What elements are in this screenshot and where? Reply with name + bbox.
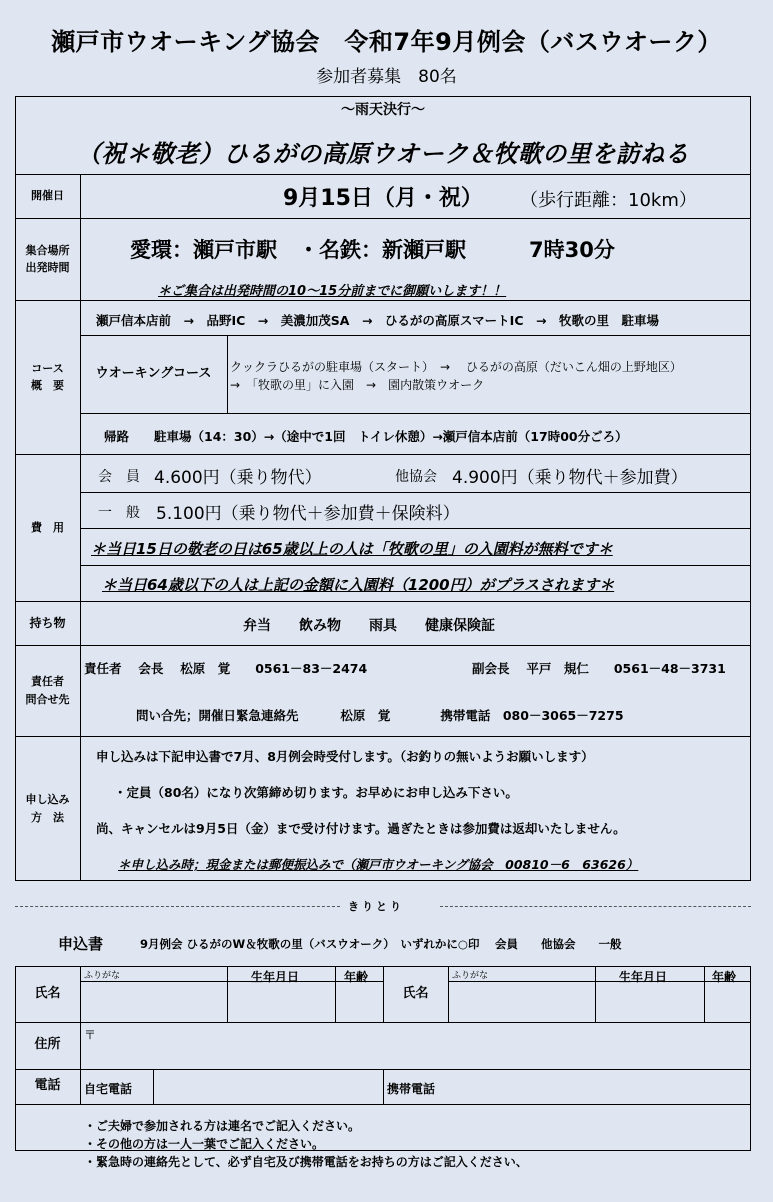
meeting-label-line2: 出発時間 — [25, 261, 70, 274]
home-phone-field[interactable] — [154, 1070, 382, 1103]
apply-line3: 尚、キャンセルは9月5日（金）まで受け付けます。過ぎたときは参加費は返却いたしません。 — [96, 821, 626, 836]
return-route: 帰路 駐車場（14：30）→（途中で1回 トイレ休憩）→瀬戸信本店前（17時00分ごろ） — [104, 429, 628, 444]
apply-label-line1: 申し込み — [25, 793, 70, 807]
apply-line2: ・定員（80名）になり次第締め切ります。お早めにお申し込み下さい。 — [114, 785, 518, 800]
items-to-bring: 弁当 飲み物 雨具 健康保険証 — [243, 618, 495, 634]
birthdate-label-1: 生年月日 — [251, 970, 300, 984]
general-fee-label: 一 般 — [98, 505, 140, 521]
form-note-2: ・その他の方は一人一葉でご記入ください。 — [84, 1137, 325, 1151]
apply-line1: 申し込みは下記申込書で7月、8月例会時受付します。（お釣りの無いようお願いします） — [96, 749, 594, 764]
meeting-place-time: 愛環：瀬戸市駅 ・名鉄：新瀬戸駅 7時30分 — [130, 238, 615, 262]
event-date: 9月15日（月・祝） — [283, 186, 483, 211]
fee-note-senior: ＊当日15日の敬老の日は65歳以上の人は「牧歌の里」の入園料が無料です＊ — [91, 540, 613, 558]
name-field-1[interactable] — [81, 982, 226, 1021]
postal-mark: 〒 — [84, 1028, 97, 1042]
emergency-contact: 問い合先；開催日緊急連絡先 松原 覚 携帯電話 080－3065－7275 — [136, 708, 624, 723]
contact-label — [15, 645, 80, 736]
page-title: 瀬戸市ウオーキング協会 令和7年9月例会（バスウオーク） — [51, 28, 722, 56]
form-heading-detail: 9月例会 ひるがのW＆牧歌の里（バスウオーク） いずれかに○印 会員 他協会 一般 — [140, 937, 622, 951]
birthdate-field-2[interactable] — [596, 982, 703, 1021]
mobile-phone-label: 携帯電話 — [387, 1082, 436, 1096]
name-label-2: 氏名 — [402, 985, 429, 1001]
member-fee-label: 会 員 — [98, 469, 140, 485]
leader-contact: 責任者 会長 松原 覚 0561－83－2474 — [84, 661, 368, 676]
form-note-3: ・緊急時の連絡先として、必ず自宅及び携帯電話をお持ちの方はご記入ください、 — [84, 1155, 528, 1169]
address-label: 住所 — [34, 1037, 61, 1053]
form-heading: 申込書 — [58, 935, 104, 953]
name-label-1: 氏名 — [34, 985, 61, 1001]
apply-label — [15, 736, 80, 881]
fee-note-under64: ＊当日64歳以下の人は上記の金額に入園料（1200円）がプラスされます＊ — [102, 576, 615, 594]
mobile-phone-field[interactable] — [460, 1070, 750, 1103]
address-field[interactable] — [81, 1023, 750, 1068]
walking-course-line1: クックラひるがの駐車場（スタート） → ひるがの高原（だいこん畑の上野地区） — [230, 360, 682, 374]
member-fee: 4.600円（乗り物代） — [154, 468, 322, 488]
course-label — [15, 300, 80, 454]
age-field-1[interactable] — [336, 982, 382, 1021]
meeting-label — [15, 218, 80, 300]
birthdate-label-2: 生年月日 — [619, 970, 668, 984]
form-note-1: ・ご夫婦で参加される方は連名でご記入ください。 — [84, 1119, 361, 1133]
apply-label-line2: 方 法 — [31, 810, 64, 824]
page-subtitle: 参加者募集 80名 — [316, 67, 457, 87]
general-fee: 5.100円（乗り物代＋参加費＋保険料） — [156, 504, 460, 524]
rain-note: ～雨天決行～ — [341, 102, 425, 118]
walking-course-label: ウオーキングコース — [95, 365, 212, 381]
name-field-2[interactable] — [449, 982, 594, 1021]
furigana-label-1: ふりがな — [84, 971, 121, 981]
meeting-label-line1: 集合場所 — [25, 243, 70, 257]
meeting-note: ＊ご集合は出発時間の10～15分前までに御願いします！！ — [158, 284, 507, 299]
home-phone-label: 自宅電話 — [84, 1082, 133, 1096]
age-label-1: 年齢 — [344, 970, 369, 984]
age-label-2: 年齢 — [712, 970, 737, 984]
furigana-label-2: ふりがな — [452, 971, 489, 981]
other-assoc-fee: 4.900円（乗り物代＋参加費） — [452, 468, 688, 488]
course-label-line2: 概 要 — [31, 379, 64, 392]
contact-label-line1: 責任者 — [31, 675, 64, 689]
age-field-2[interactable] — [705, 982, 750, 1021]
items-label: 持ち物 — [29, 615, 66, 630]
apply-payment-note: ＊申し込み時；現金または郵便振込みで（瀬戸市ウオーキング協会 00810－6 63626） — [118, 857, 639, 872]
contact-label-line2: 問合せ先 — [25, 692, 70, 706]
fees-label: 費 用 — [31, 520, 64, 534]
walking-course-line2: → 「牧歌の里」に入園 → 園内散策ウオーク — [230, 378, 485, 392]
date-label: 開催日 — [31, 189, 64, 203]
walking-distance: （歩行距離：10km） — [520, 190, 697, 211]
other-assoc-fee-label: 他協会 — [395, 469, 437, 485]
course-label-line1: コース — [31, 361, 64, 375]
birthdate-field-1[interactable] — [228, 982, 334, 1021]
vice-leader-contact: 副会長 平戸 規仁 0561－48－3731 — [472, 661, 726, 676]
phone-label: 電話 — [34, 1078, 61, 1094]
cut-label: きりとり — [348, 900, 404, 913]
event-name: （祝＊敬老）ひるがの高原ウオーク＆牧歌の里を訪ねる — [76, 140, 690, 168]
bus-route: 瀬戸信本店前 → 品野IC → 美濃加茂SA → ひるがの高原スマートIC → 牧歌の里 駐車場 — [96, 313, 659, 328]
